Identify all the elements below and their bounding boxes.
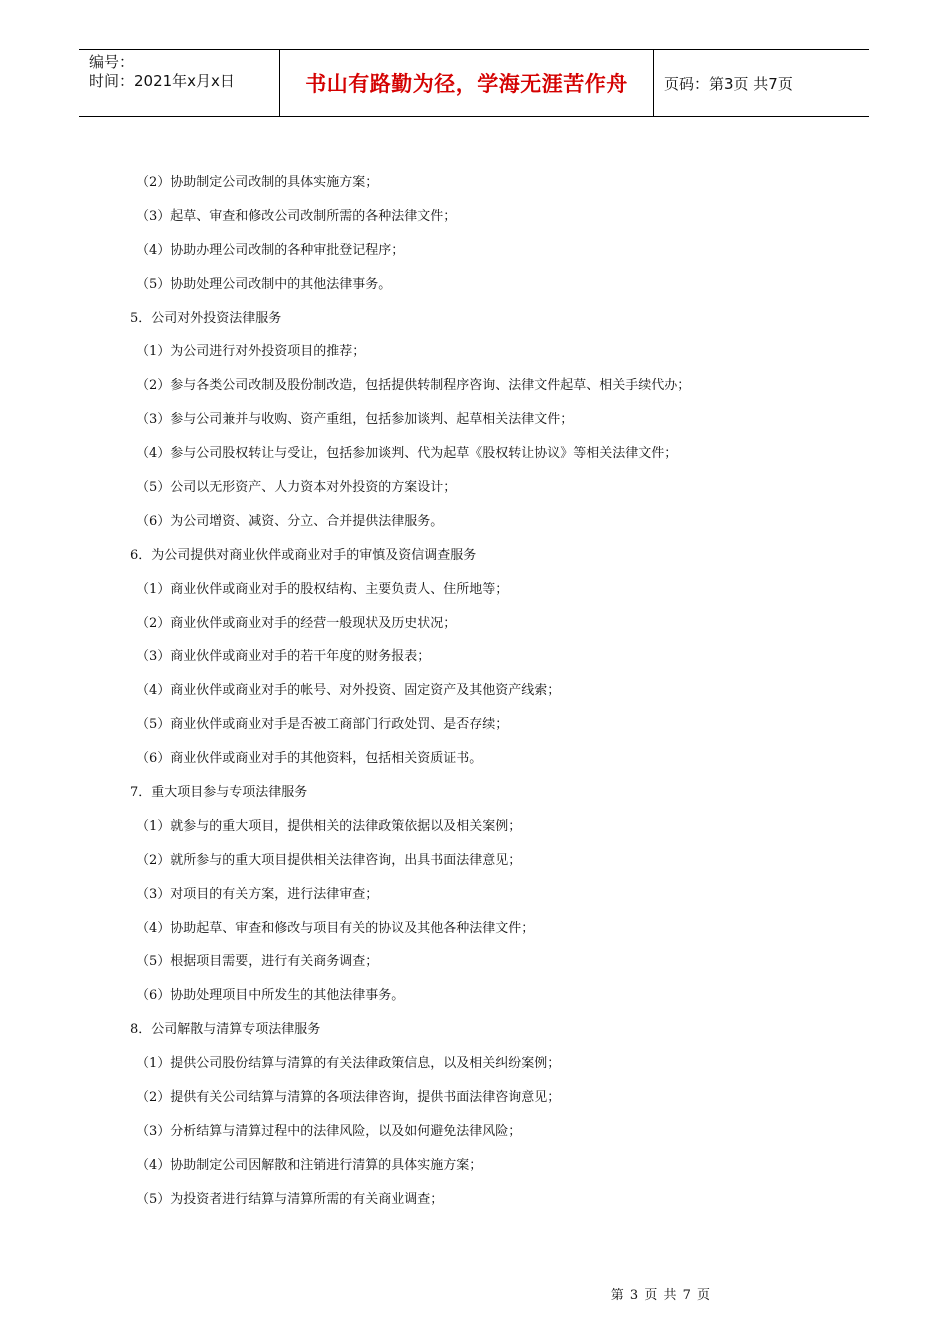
- list-item: （3）商业伙伴或商业对手的若干年度的财务报表；: [136, 649, 431, 665]
- section-heading: 7．重大项目参与专项法律服务: [130, 785, 308, 801]
- list-item: （5）根据项目需要，进行有关商务调查；: [136, 954, 379, 970]
- list-item: （2）提供有关公司结算与清算的各项法律咨询，提供书面法律咨询意见；: [136, 1090, 561, 1106]
- list-item: （5）公司以无形资产、人力资本对外投资的方案设计；: [136, 480, 457, 496]
- list-item: （1）为公司进行对外投资项目的推荐；: [136, 344, 366, 360]
- header-page-info: 页码：第3页 共7页: [664, 74, 793, 93]
- list-item: （3）起草、审查和修改公司改制所需的各种法律文件；: [136, 208, 457, 224]
- list-item: （6）商业伙伴或商业对手的其他资料，包括相关资质证书。: [136, 751, 483, 767]
- document-date: 时间：2021年x月x日: [89, 72, 235, 90]
- list-item: （1）提供公司股份结算与清算的有关法律政策信息，以及相关纠纷案例；: [136, 1056, 561, 1072]
- list-item: （5）商业伙伴或商业对手是否被工商部门行政处罚、是否存续；: [136, 717, 509, 733]
- list-item: （4）协助办理公司改制的各种审批登记程序；: [136, 242, 405, 258]
- list-item: （3）参与公司兼并与收购、资产重组，包括参加谈判、起草相关法律文件；: [136, 412, 574, 428]
- list-item: （2）商业伙伴或商业对手的经营一般现状及历史状况；: [136, 615, 457, 631]
- section-heading: 6．为公司提供对商业伙伴或商业对手的审慎及资信调查服务: [130, 547, 477, 563]
- list-item: （5）协助处理公司改制中的其他法律事务。: [136, 276, 392, 292]
- list-item: （2）就所参与的重大项目提供相关法律咨询，出具书面法律意见；: [136, 852, 522, 868]
- list-item: （1）就参与的重大项目，提供相关的法律政策依据以及相关案例；: [136, 818, 522, 834]
- section-heading: 5．公司对外投资法律服务: [130, 310, 282, 326]
- list-item: （5）为投资者进行结算与清算所需的有关商业调查；: [136, 1191, 444, 1207]
- list-item: （2）参与各类公司改制及股份制改造，包括提供转制程序咨询、法律文件起草、相关手续代办；: [136, 378, 691, 394]
- list-item: （3）对项目的有关方案，进行法律审查；: [136, 886, 379, 902]
- list-item: （4）商业伙伴或商业对手的帐号、对外投资、固定资产及其他资产线索；: [136, 683, 561, 699]
- page-header: [79, 49, 869, 117]
- header-motto: 书山有路勤为径，学海无涯苦作舟: [280, 50, 654, 116]
- header-meta: [79, 50, 280, 116]
- list-item: （2）协助制定公司改制的具体实施方案；: [136, 175, 379, 190]
- document-body: [130, 173, 830, 1224]
- list-item: （6）为公司增资、减资、分立、合并提供法律服务。: [136, 513, 444, 529]
- list-item: （3）分析结算与清算过程中的法律风险，以及如何避免法律风险；: [136, 1123, 522, 1139]
- page-footer: 第 3 页 共 7 页: [610, 1288, 711, 1303]
- document-number-label: 编号：: [89, 53, 135, 71]
- list-item: （4）协助制定公司因解散和注销进行清算的具体实施方案；: [136, 1157, 483, 1173]
- section-heading: 8．公司解散与清算专项法律服务: [130, 1022, 321, 1038]
- list-item: （6）协助处理项目中所发生的其他法律事务。: [136, 988, 405, 1004]
- list-item: （4）协助起草、审查和修改与项目有关的协议及其他各种法律文件；: [136, 920, 535, 936]
- list-item: （1）商业伙伴或商业对手的股权结构、主要负责人、住所地等；: [136, 581, 509, 597]
- list-item: （4）参与公司股权转让与受让，包括参加谈判、代为起草《股权转让协议》等相关法律文件；: [136, 446, 678, 462]
